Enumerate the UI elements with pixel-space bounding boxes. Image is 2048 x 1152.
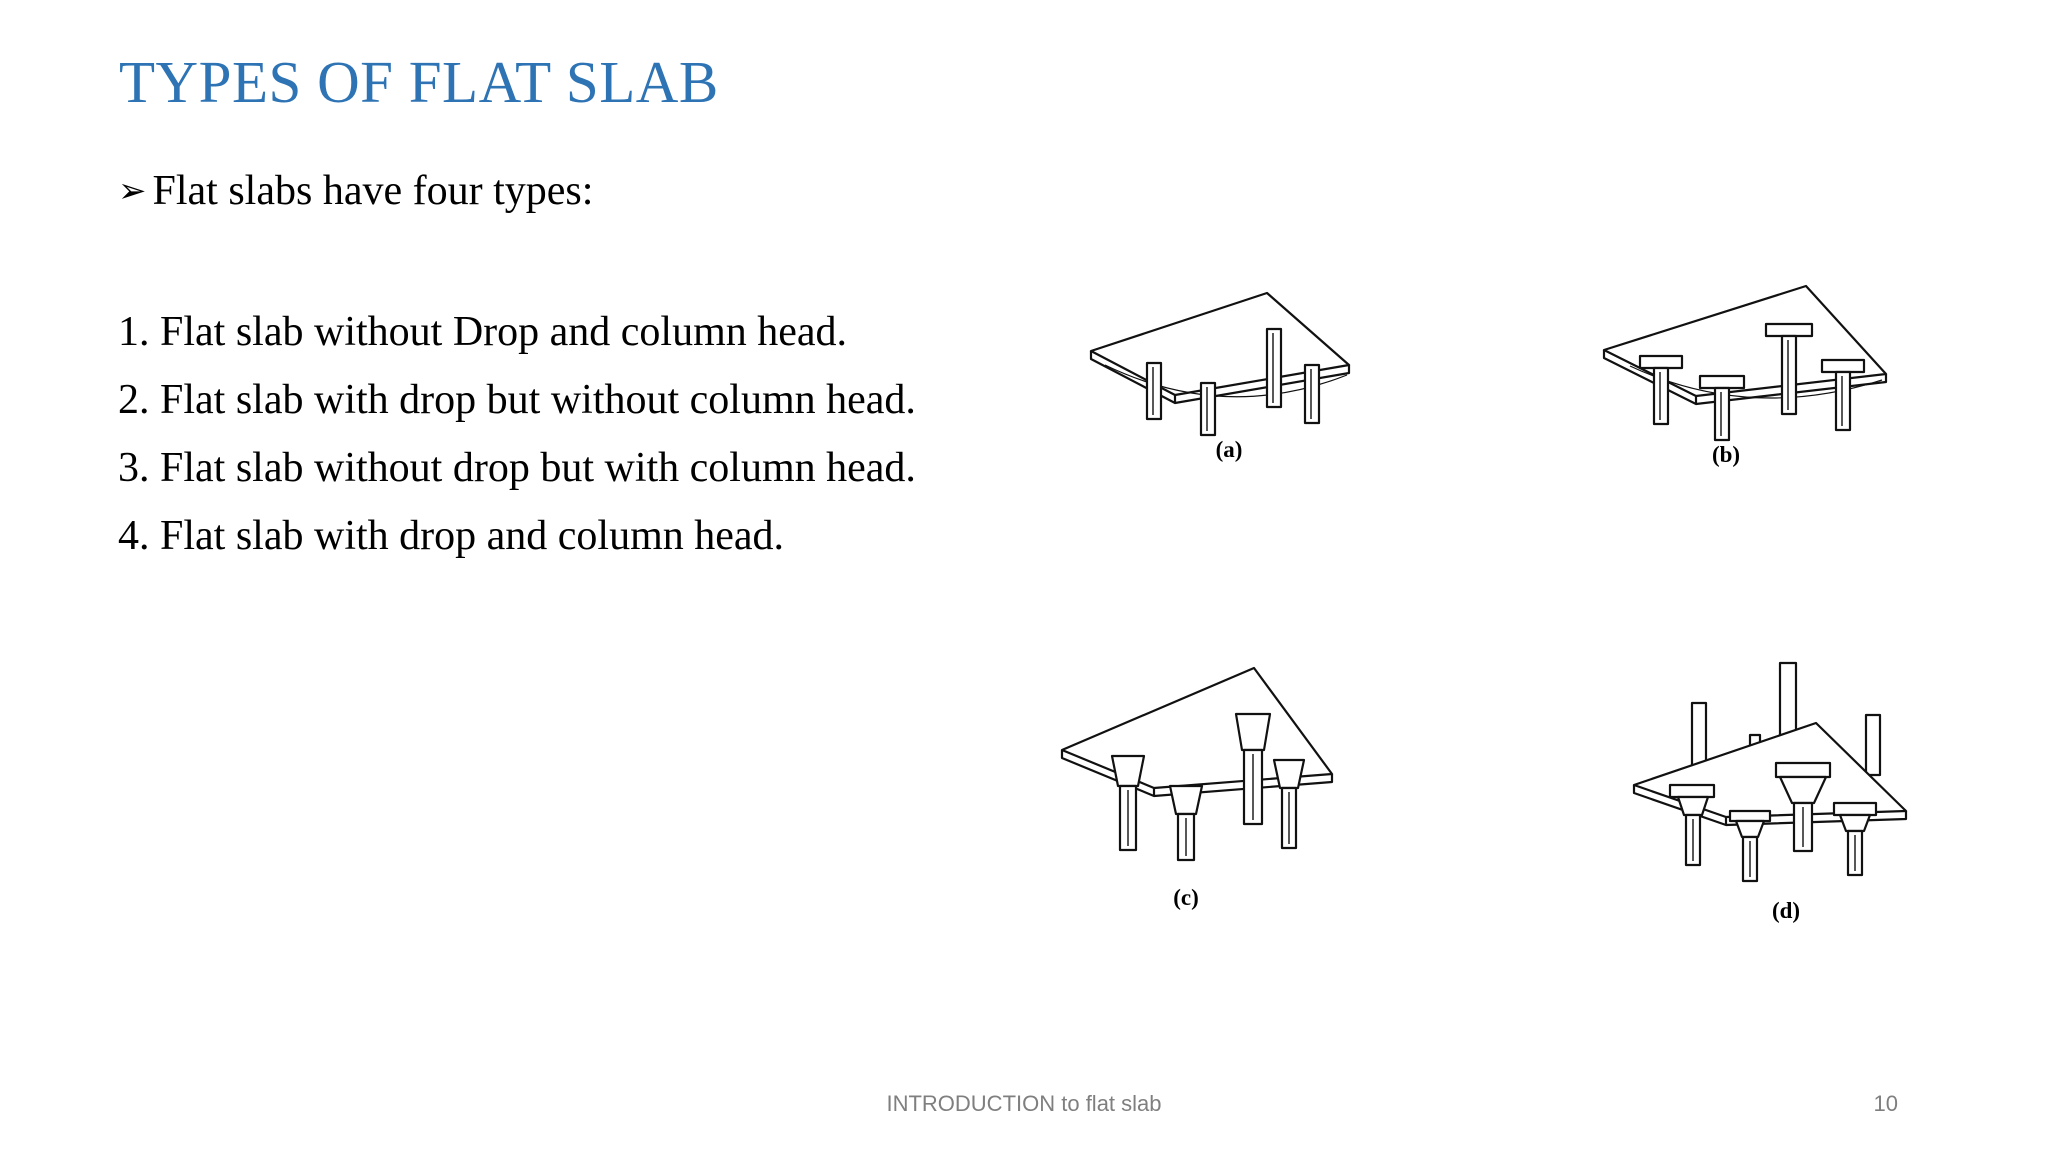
list-item: 4. Flat slab with drop and column head.	[118, 513, 785, 559]
slide-title: TYPES OF FLAT SLAB	[119, 49, 719, 115]
arrow-bullet-icon: ➢	[118, 171, 147, 211]
figure-a-slab-no-drop-no-head	[1085, 285, 1365, 435]
figure-label-a: (a)	[1215, 437, 1243, 462]
figure-label-d: (d)	[1771, 898, 1801, 923]
figure-d-slab-with-drop-and-head	[1630, 655, 1910, 885]
list-item: 2. Flat slab with drop but without column head.	[118, 377, 916, 423]
slab-d-drawing	[1630, 655, 1910, 885]
figure-label-c: (c)	[1173, 885, 1199, 910]
flat-slab-types-list	[118, 298, 916, 570]
page-number: 10	[1873, 1091, 1898, 1116]
figure-label-b: (b)	[1711, 442, 1741, 467]
list-item: 3. Flat slab without drop but with column head.	[118, 445, 916, 491]
figure-b-slab-with-drop	[1600, 280, 1890, 440]
intro-text: Flat slabs have four types:	[152, 168, 594, 214]
slab-b-drawing	[1600, 280, 1890, 440]
figure-c-slab-with-column-head	[1058, 660, 1338, 860]
intro-bullet-line	[118, 163, 593, 221]
slide-footer: INTRODUCTION to flat slab	[886, 1091, 1162, 1116]
list-item: 1. Flat slab without Drop and column head.	[118, 309, 848, 355]
slab-a-drawing	[1085, 285, 1365, 435]
slab-c-drawing	[1058, 660, 1338, 860]
